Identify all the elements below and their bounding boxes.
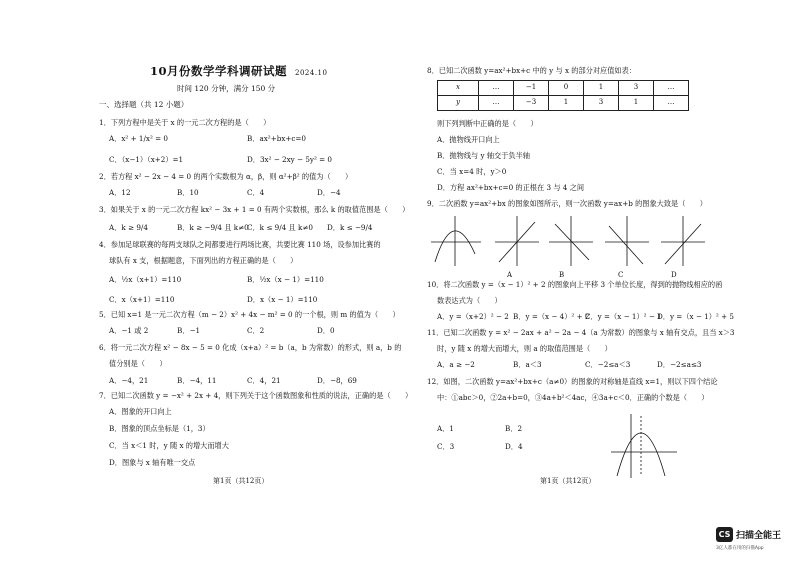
q7-option-c: C．当 x＜1 时，y 随 x 的增大而增大 — [109, 441, 229, 450]
q8-option-c: C．当 x=4 时，y＞0 — [437, 167, 507, 176]
q4-option-d: D．x（x − 1）=110 — [247, 295, 318, 304]
q3-option-c: C．k ≤ 9/4 且 k≠0 — [247, 223, 313, 232]
q11-option-a: A．a ≥ −2 — [437, 360, 475, 369]
q7-option-d: D．图象与 x 轴有唯一交点 — [109, 458, 196, 467]
q9-label-b: B — [559, 271, 565, 279]
q6-option-b: B．−4，11 — [177, 376, 217, 385]
question-5: 5．已知 x=1 是一元二次方程（m − 2）x² + 4x − m² = 0 的一个根，则 m 的值为（ ） — [99, 310, 400, 319]
q1-option-b: B．ax²+bx+c=0 — [247, 134, 307, 143]
question-8: 8．已知二次函数 y=ax²+bx+c 中的 y 与 x 的部分对应值如表： — [427, 66, 636, 75]
question-4-line-2: 球队有 x 支，根据题意，下面列出的方程正确的是（ ） — [109, 256, 298, 265]
q11-option-d: D．−2≤a≤3 — [657, 360, 702, 369]
q6-option-c: C．4，21 — [247, 376, 281, 385]
q9-label-d: D — [671, 271, 677, 279]
question-2: 2．若方程 x² − 2x − 4 = 0 的两个实数根为 α，β，则 α²+β² 的值为（ ） — [99, 172, 353, 181]
left-page-footer: 第1页（共12页） — [213, 477, 269, 485]
q11-option-b: B．a＜3 — [513, 360, 542, 369]
q7-option-b: B．图象的顶点坐标是（1，3） — [109, 424, 210, 433]
q8-option-d: D．方程 ax²+bx+c=0 的正根在 3 与 4 之间 — [437, 183, 585, 192]
table-row-x: x … −1 0 1 3 … — [438, 81, 689, 96]
q9-label-c: C — [618, 271, 624, 279]
q2-option-c: C．4 — [247, 188, 265, 197]
q2-option-d: D．−4 — [317, 188, 341, 197]
q4-option-b: B．½x（x − 1）=110 — [247, 275, 324, 284]
question-11-line-1: 11．已知二次函数 y = x² − 2ax + a² − 2a − 4（a 为常数）的图象与 x 轴有交点，且当 x＞3 — [427, 328, 735, 337]
q12-option-b: B．2 — [505, 424, 523, 433]
q10-option-b: B．y =（x − 4）² + 2 — [513, 312, 590, 321]
watermark-tagline: 3亿人都在用的扫描App — [716, 546, 764, 551]
q8-option-a: A．抛物线开口向上 — [437, 135, 500, 144]
q12-option-c: C．3 — [437, 442, 455, 451]
right-page-footer: 第1页（共12页） — [540, 477, 596, 485]
q6-option-a: A．−4，21 — [109, 376, 149, 385]
q11-option-c: C．−2≤a＜3 — [585, 360, 631, 369]
left-page — [95, 0, 413, 561]
q5-option-c: C．2 — [247, 326, 265, 335]
q9-graphs — [429, 210, 729, 272]
q3-option-a: A．k ≥ 9/4 — [109, 223, 148, 232]
q2-option-a: A．12 — [109, 188, 131, 197]
exam-subtitle: 时间 120 分钟，满分 150 分 — [177, 84, 276, 93]
question-4-line-1: 4．参加足球联赛的每两支球队之间都要进行两场比赛，共要比赛 110 场，设参加比赛的 — [99, 240, 381, 249]
q1-option-c: C．（x−1）（x+2）=1 — [109, 155, 184, 164]
q10-option-a: A．y =（x+2）² − 2 — [437, 312, 509, 321]
question-6-line-1: 6．将一元二次方程 x² − 8x − 5 = 0 化成（x+a）² = b（a，b 为常数）的形式，则 a，b 的 — [99, 343, 402, 352]
q10-option-c: C．y =（x − 1）² − 1 — [585, 312, 662, 321]
q6-option-d: D．−8，69 — [317, 376, 357, 385]
question-6-line-2: 值分别是（ ） — [109, 359, 167, 368]
question-8-prompt: 则下列判断中正确的是（ ） — [437, 119, 538, 128]
q12-parabola-graph — [609, 410, 679, 480]
q4-option-c: C．x（x+1）=110 — [109, 295, 175, 304]
q10-option-d: D．y =（x − 1）² + 5 — [657, 312, 734, 321]
question-10-line-2: 数表达式为（ ） — [437, 296, 502, 305]
q5-option-b: B．−1 — [177, 326, 201, 335]
q4-option-a: A．½x（x+1）=110 — [109, 275, 182, 284]
question-12-line-2: 中：①abc＞0，②2a+b=0，③4a+b²＜4ac，④3a+c＜0．正确的个数是（ ） — [437, 393, 709, 402]
table-row-y: y … −3 1 3 1 … — [438, 96, 689, 111]
q1-option-d: D．3x² − 2xy − 5y² = 0 — [247, 155, 333, 164]
q9-label-a: A — [507, 271, 513, 279]
exam-date: 2024.10 — [295, 69, 328, 77]
question-3: 3．如果关于 x 的一元二次方程 kx² − 3x + 1 = 0 有两个实数根，那么 k 的取值范围是（ ） — [99, 205, 410, 214]
q3-option-d: D．k ≤ −9/4 — [327, 223, 373, 232]
camscanner-logo-icon: CS — [716, 527, 733, 542]
question-7: 7．已知二次函数 y = −x² + 2x + 4，则下列关于这个函数图象和性质的说法，正确的是（ ） — [99, 391, 413, 400]
question-9: 9．二次函数 y=ax²+bx 的图象如图所示，则一次函数 y=ax+b 的图象大致是（ ） — [427, 199, 707, 208]
q2-option-b: B．10 — [177, 188, 199, 197]
section-heading: 一、选择题（共 12 小题） — [99, 100, 189, 109]
question-10-line-1: 10．将二次函数 y =（x − 1）² + 2 的图象向上平移 3 个单位长度，得到的抛物线相应的函 — [427, 280, 723, 289]
q7-option-a: A．图象的开口向上 — [109, 407, 172, 416]
q5-option-a: A．−1 或 2 — [109, 326, 149, 335]
q12-option-d: D．4 — [505, 442, 523, 451]
value-table — [437, 80, 689, 111]
question-1: 1．下列方程中是关于 x 的一元二次方程的是（ ） — [99, 118, 271, 127]
q12-option-a: A．1 — [437, 424, 454, 433]
q8-option-b: B．抛物线与 y 轴交于负半轴 — [437, 151, 530, 160]
watermark-app-name: 扫描全能王 — [736, 531, 782, 541]
exam-title: 10月份数学学科调研试题 2024.10 — [150, 64, 328, 78]
right-page — [425, 0, 735, 561]
q3-option-b: B．k ≥ −9/4 且 k≠0 — [177, 223, 249, 232]
question-12-line-1: 12．如图，二次函数 y=ax²+bx+c（a≠0）的图象的对称轴是直线 x=1，则以下四个结论 — [427, 377, 718, 386]
question-11-line-2: 时，y 随 x 的增大而增大，则 a 的取值范围是（ ） — [437, 344, 612, 353]
q1-option-a: A．x² + 1/x² = 0 — [109, 134, 168, 143]
q5-option-d: D．0 — [317, 326, 335, 335]
